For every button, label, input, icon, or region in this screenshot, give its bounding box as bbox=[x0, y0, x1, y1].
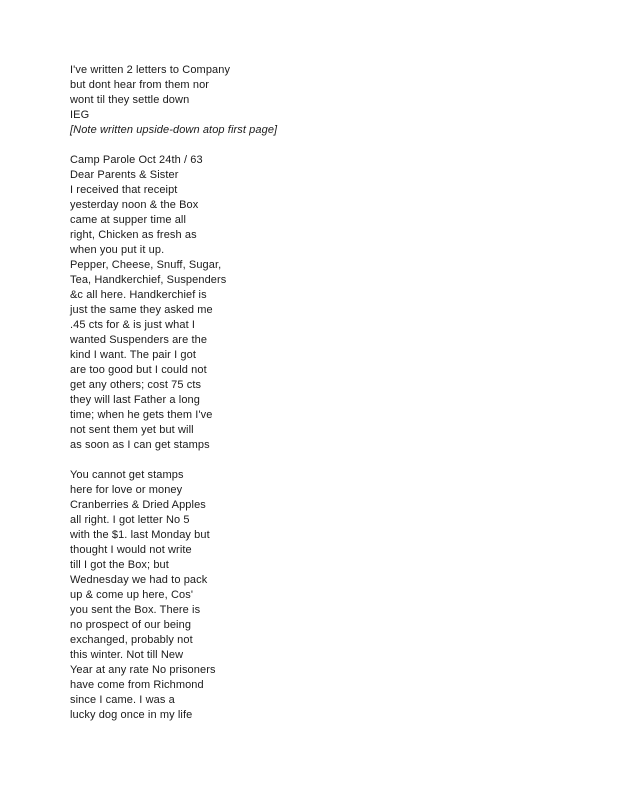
letter-line: Pepper, Cheese, Snuff, Sugar, bbox=[70, 259, 222, 271]
letter-line: you sent the Box. There is bbox=[70, 604, 201, 616]
letter-line: wanted Suspenders are the bbox=[70, 334, 208, 346]
letter-salutation: Dear Parents & Sister bbox=[70, 169, 179, 181]
letter-line: here for love or money bbox=[70, 484, 183, 496]
letter-line: Cranberries & Dried Apples bbox=[70, 499, 206, 511]
letter-line: exchanged, probably not bbox=[70, 634, 193, 646]
letter-transcription bbox=[70, 63, 550, 723]
letter-line: as soon as I can get stamps bbox=[70, 439, 210, 451]
letter-paragraph-1 bbox=[70, 153, 550, 453]
letter-line: yesterday noon & the Box bbox=[70, 199, 199, 211]
letter-line: with the $1. last Monday but bbox=[70, 529, 210, 541]
letter-initials: IEG bbox=[70, 109, 90, 121]
letter-line: have come from Richmond bbox=[70, 679, 204, 691]
transcriber-note: [Note written upside-down atop first page] bbox=[70, 124, 278, 136]
letter-line: You cannot get stamps bbox=[70, 469, 184, 481]
letter-line: &c all here. Handkerchief is bbox=[70, 289, 207, 301]
letter-line: I've written 2 letters to Company bbox=[70, 64, 231, 76]
letter-line: Year at any rate No prisoners bbox=[70, 664, 216, 676]
letter-line: I received that receipt bbox=[70, 184, 178, 196]
letter-line: up & come up here, Cos' bbox=[70, 589, 194, 601]
letter-paragraph-2 bbox=[70, 468, 550, 723]
letter-line: wont til they settle down bbox=[70, 94, 190, 106]
note-block bbox=[70, 63, 550, 138]
letter-line: Tea, Handkerchief, Suspenders bbox=[70, 274, 227, 286]
letter-line: no prospect of our being bbox=[70, 619, 192, 631]
letter-line: kind I want. The pair I got bbox=[70, 349, 197, 361]
letter-line: when you put it up. bbox=[70, 244, 165, 256]
letter-line: right, Chicken as fresh as bbox=[70, 229, 197, 241]
letter-line: not sent them yet but will bbox=[70, 424, 194, 436]
letter-line: since I came. I was a bbox=[70, 694, 175, 706]
letter-line: came at supper time all bbox=[70, 214, 187, 226]
letter-line: this winter. Not till New bbox=[70, 649, 184, 661]
letter-line: thought I would not write bbox=[70, 544, 192, 556]
letter-line: are too good but I could not bbox=[70, 364, 207, 376]
letter-line: just the same they asked me bbox=[70, 304, 213, 316]
letter-line: .45 cts for & is just what I bbox=[70, 319, 196, 331]
letter-line: all right. I got letter No 5 bbox=[70, 514, 190, 526]
letter-line: get any others; cost 75 cts bbox=[70, 379, 202, 391]
letter-line: they will last Father a long bbox=[70, 394, 200, 406]
letter-line: Wednesday we had to pack bbox=[70, 574, 208, 586]
letter-line: but dont hear from them nor bbox=[70, 79, 210, 91]
letter-line: till I got the Box; but bbox=[70, 559, 169, 571]
letter-line: lucky dog once in my life bbox=[70, 709, 193, 721]
letter-line: time; when he gets them I've bbox=[70, 409, 213, 421]
letter-dateline: Camp Parole Oct 24th / 63 bbox=[70, 154, 203, 166]
